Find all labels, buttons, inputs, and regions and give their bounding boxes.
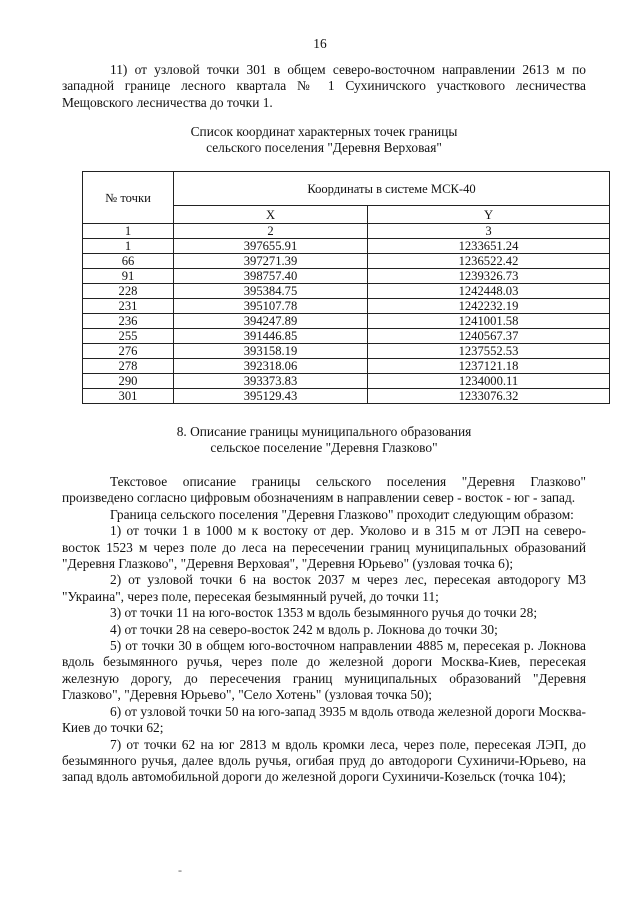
point-cell: 255 [83, 329, 174, 344]
boundary-segment-3: 3) от точки 11 на юго-восток 1353 м вдоль безымянного ручья до точки 28; [110, 605, 538, 621]
point-cell: 290 [83, 374, 174, 389]
table-row [83, 329, 610, 344]
table-row [83, 389, 610, 404]
paragraph-boundary-intro: Граница сельского поселения "Деревня Глазково" проходит следующим образом: [110, 506, 574, 522]
table-row [83, 254, 610, 269]
x-cell: 395384.75 [174, 284, 368, 299]
x-cell: 393373.83 [174, 374, 368, 389]
table-row [83, 374, 610, 389]
table-caption-line-2: сельского поселения "Деревня Верховая" [206, 140, 442, 156]
boundary-description [62, 474, 586, 786]
x-cell: 392318.06 [174, 359, 368, 374]
header-point-number: № точки [83, 172, 174, 224]
header-y: Y [368, 206, 610, 224]
point-cell: 236 [83, 314, 174, 329]
y-cell: 1233651.24 [368, 239, 610, 254]
y-cell: 1237121.18 [368, 359, 610, 374]
coordinates-table [82, 171, 610, 404]
x-cell: 394247.89 [174, 314, 368, 329]
page-number: 16 [313, 36, 327, 51]
y-cell: 1240567.37 [368, 329, 610, 344]
boundary-segment-1: 1) от точки 1 в 1000 м к востоку от дер. Уколово и в 315 м от ЛЭП на северо-восток 1523 м через поле до леса на пересечении границ муниципальных образований "Деревня Глазково", "Деревня Верховая", "Деревня Юрьево" (узловая точка 6); [62, 523, 586, 572]
column-index-2: 2 [174, 224, 368, 239]
y-cell: 1237552.53 [368, 344, 610, 359]
x-cell: 391446.85 [174, 329, 368, 344]
y-cell: 1236522.42 [368, 254, 610, 269]
column-index-3: 3 [368, 224, 610, 239]
point-cell: 231 [83, 299, 174, 314]
x-cell: 395107.78 [174, 299, 368, 314]
paragraph-text-description: Текстовое описание границы сельского поселения "Деревня Глазково" произведено согласно цифровым обозначениям в направлении север - восток - юг - запад. [62, 474, 586, 506]
section-title-line-2: сельское поселение "Деревня Глазково" [210, 440, 438, 456]
y-cell: 1242448.03 [368, 284, 610, 299]
point-cell: 228 [83, 284, 174, 299]
boundary-segment-7: 7) от точки 62 на юг 2813 м вдоль кромки леса, через поле, пересекая ЛЭП, до безымянного ручья, далее вдоль ручья, огибая пруд до автодороги Сухиничи-Юрьево, на запад вдоль автомобильной дороги до железной дороги Сухиничи-Козельск (точка 104); [62, 736, 586, 785]
header-coordinate-system: Координаты в системе МСК-40 [174, 172, 610, 206]
point-cell: 276 [83, 344, 174, 359]
table-row [83, 269, 610, 284]
bottom-mark: - [178, 863, 182, 877]
point-cell: 1 [83, 239, 174, 254]
boundary-segment-2: 2) от узловой точки 6 на восток 2037 м через лес, пересекая автодорогу М3 "Украина", через поле, пересекая безымянный ручей, до точки 11; [62, 572, 586, 604]
table-row [83, 299, 610, 314]
y-cell: 1233076.32 [368, 389, 610, 404]
table-row [83, 314, 610, 329]
x-cell: 398757.40 [174, 269, 368, 284]
y-cell: 1239326.73 [368, 269, 610, 284]
boundary-segment-5: 5) от точки 30 в общем юго-восточном направлении 4885 м, пересекая р. Локнова вдоль безымянного ручья, через поле до железной дороги Москва-Киев, пересекая железную дорогу, до пересечения границ муниципальных образований "Деревня Глазково", "Деревня Юрьево", "Село Хотень" (узловая точка 50); [62, 638, 586, 703]
section-title-line-1: 8. Описание границы муниципального образования [176, 424, 472, 439]
column-index-1: 1 [83, 224, 174, 239]
point-cell: 301 [83, 389, 174, 404]
header-x: X [174, 206, 368, 224]
section-title [62, 424, 586, 457]
y-cell: 1241001.58 [368, 314, 610, 329]
intro-paragraph: 11) от узловой точки 301 в общем северо-восточном направлении 2613 м по западной границе лесного квартала № 1 Сухиничского участкового лесничества Мещовского лесничества до точки 1. [62, 62, 586, 110]
boundary-segment-4: 4) от точки 28 на северо-восток 242 м вдоль р. Локнова до точки 30; [110, 621, 498, 637]
point-cell: 66 [83, 254, 174, 269]
y-cell: 1242232.19 [368, 299, 610, 314]
x-cell: 395129.43 [174, 389, 368, 404]
x-cell: 397271.39 [174, 254, 368, 269]
x-cell: 397655.91 [174, 239, 368, 254]
point-cell: 91 [83, 269, 174, 284]
table-caption-line-1: Список координат характерных точек границы [190, 124, 458, 139]
table-row [83, 344, 610, 359]
table-caption [62, 124, 586, 157]
point-cell: 278 [83, 359, 174, 374]
table-row [83, 359, 610, 374]
y-cell: 1234000.11 [368, 374, 610, 389]
x-cell: 393158.19 [174, 344, 368, 359]
table-row [83, 284, 610, 299]
table-row [83, 239, 610, 254]
boundary-segment-6: 6) от узловой точки 50 на юго-запад 3935 м вдоль отвода железной дороги Москва-Киев до точки 62; [62, 703, 586, 736]
